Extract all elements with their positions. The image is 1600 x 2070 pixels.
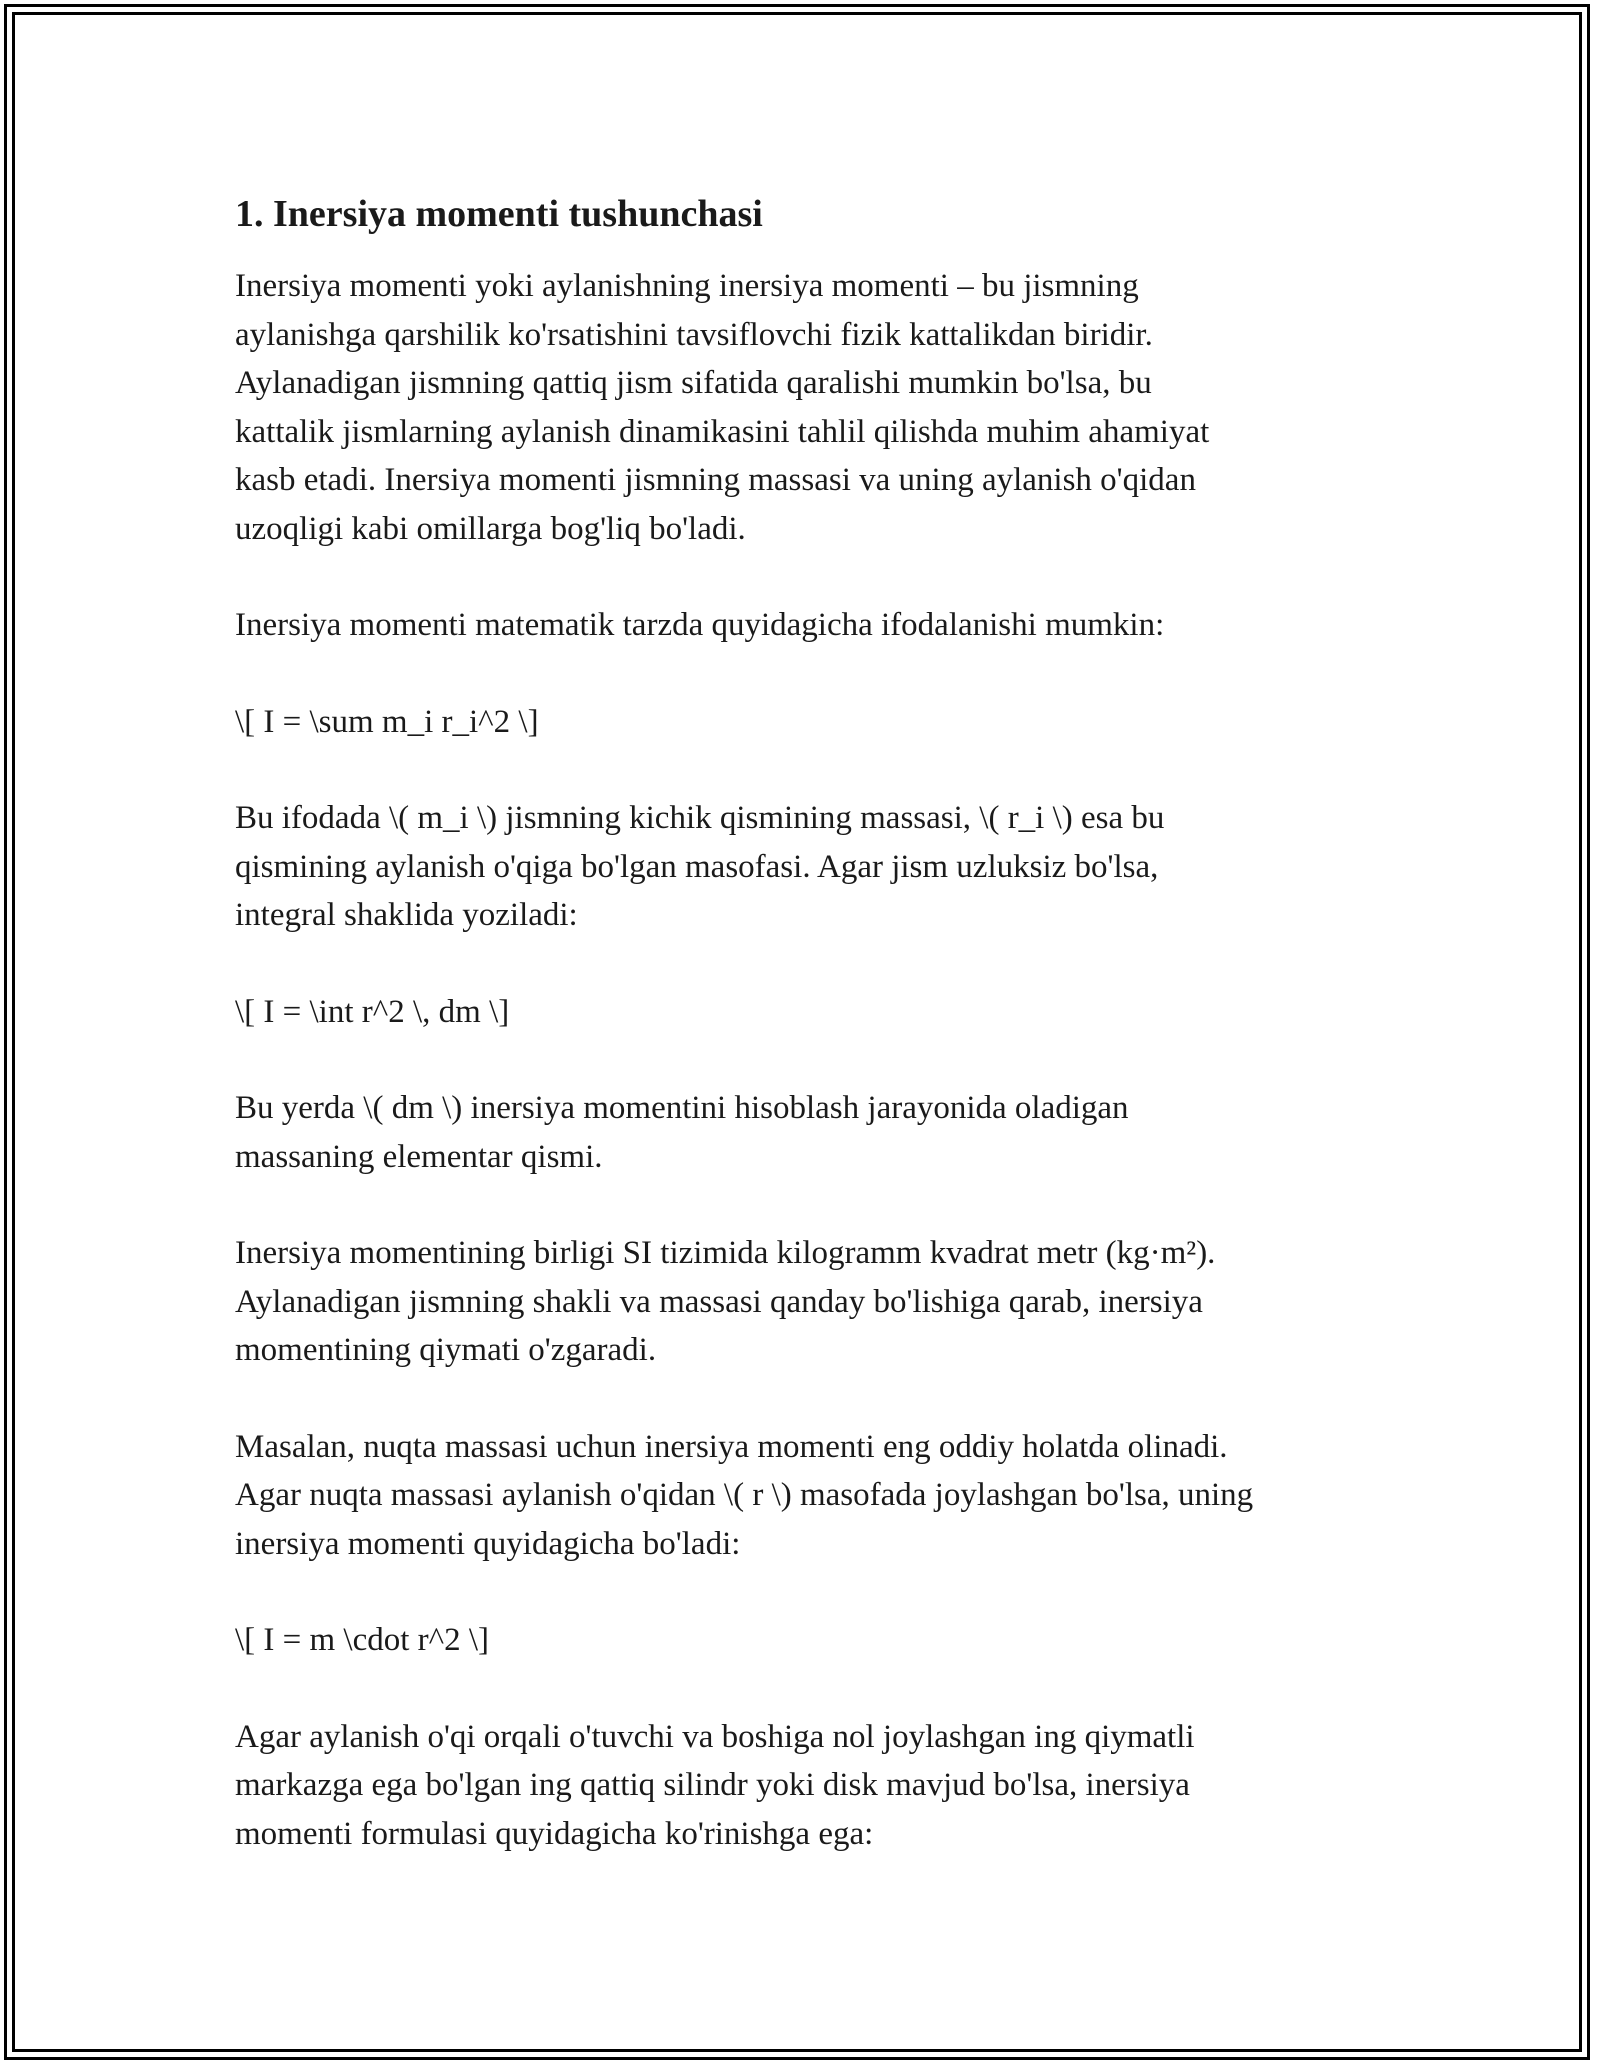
text-line: Inersiya momenti yoki aylanishning inersiya momenti – bu jismning	[235, 268, 1139, 304]
text-line: Inersiya momentining birligi SI tizimida kilogramm kvadrat metr (kg·m²).	[235, 1235, 1216, 1271]
text-line: \[ I = m \cdot r^2 \]	[235, 1622, 490, 1658]
section-heading: 1. Inersiya momenti tushunchasi	[235, 193, 763, 235]
text-line: Agar nuqta massasi aylanish o'qidan \( r \) masofada joylashgan bo'lsa, uning	[235, 1477, 1254, 1513]
text-line: integral shaklida yoziladi:	[235, 897, 578, 933]
text-line: Inersiya momenti matematik tarzda quyidagicha ifodalanishi mumkin:	[235, 607, 1165, 643]
text-line: \[ I = \sum m_i r_i^2 \]	[235, 703, 539, 740]
paragraph	[235, 1084, 1385, 1181]
paragraph	[235, 794, 1385, 940]
text-line: uzoqligi kabi omillarga bog'liq bo'ladi.	[235, 510, 746, 547]
text-line: Masalan, nuqta massasi uchun inersiya momenti eng oddiy holatda olinadi.	[235, 1428, 1228, 1465]
text-line: kasb etadi. Inersiya momenti jismning massasi va uning aylanish o'qidan	[235, 462, 1196, 498]
paragraph	[235, 1423, 1385, 1569]
text-line: kattalik jismlarning aylanish dinamikasini tahlil qilishda muhim ahamiyat	[235, 413, 1210, 450]
document-body	[235, 188, 1385, 1906]
formula-block	[235, 988, 1385, 1037]
document-blocks	[235, 262, 1385, 1858]
text-line: Aylanadigan jismning qattiq jism sifatida qaralishi mumkin bo'lsa, bu	[235, 365, 1152, 401]
paragraph	[235, 262, 1385, 553]
text-line: aylanishga qarshilik ko'rsatishini tavsiflovchi fizik kattalikdan biridir.	[235, 316, 1153, 353]
paragraph	[235, 1713, 1385, 1859]
text-line: Aylanadigan jismning shakli va massasi qanday bo'lishiga qarab, inersiya	[235, 1283, 1203, 1320]
formula-block	[235, 698, 1385, 747]
text-line: qismining aylanish o'qiga bo'lgan masofasi. Agar jism uzluksiz bo'lsa,	[235, 848, 1159, 885]
text-line: inersiya momenti quyidagicha bo'ladi:	[235, 1525, 741, 1562]
text-line: Bu ifodada \( m_i \) jismning kichik qismining massasi, \( r_i \) esa bu	[235, 800, 1165, 836]
text-line: massaning elementar qismi.	[235, 1138, 603, 1175]
text-line: markazga ega bo'lgan ing qattiq silindr yoki disk mavjud bo'lsa, inersiya	[235, 1767, 1190, 1803]
paragraph	[235, 1229, 1385, 1375]
text-line: Agar aylanish o'qi orqali o'tuvchi va boshiga nol joylashgan ing qiymatli	[235, 1718, 1195, 1755]
text-line: momenti formulasi quyidagicha ko'rinishga ega:	[235, 1815, 874, 1852]
text-line: momentining qiymati o'zgaradi.	[235, 1332, 657, 1368]
formula-block	[235, 1616, 1385, 1665]
paragraph	[235, 601, 1385, 650]
text-line: \[ I = \int r^2 \, dm \]	[235, 993, 510, 1030]
text-line: Bu yerda \( dm \) inersiya momentini hisoblash jarayonida oladigan	[235, 1090, 1129, 1126]
